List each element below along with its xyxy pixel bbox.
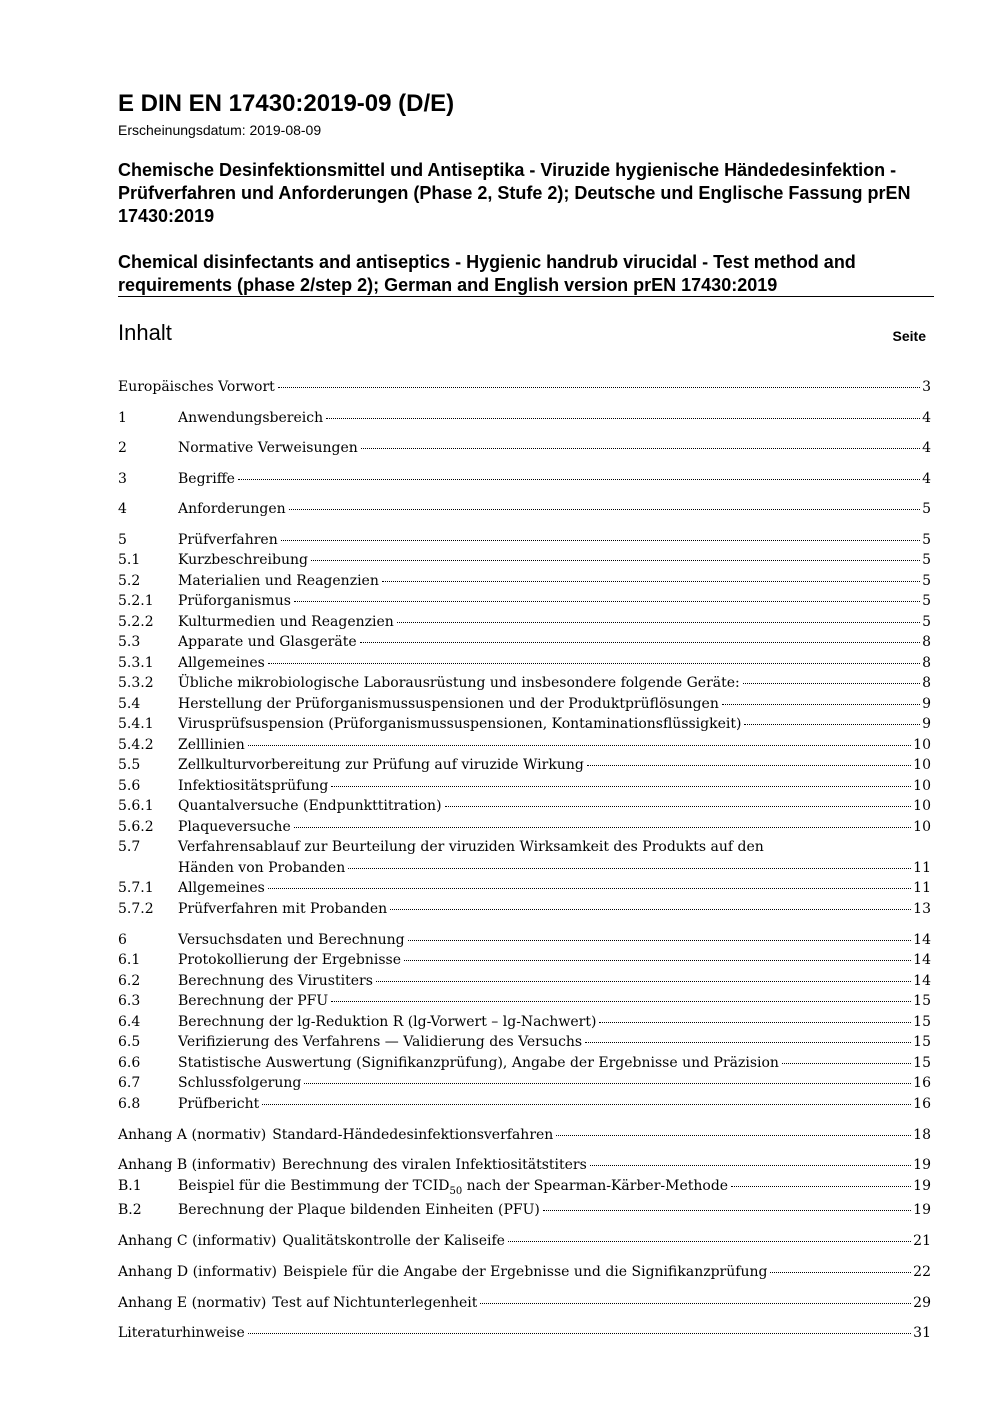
toc-entry[interactable] bbox=[118, 735, 931, 755]
dot-leader bbox=[404, 960, 911, 961]
toc-entry-page: 19 bbox=[913, 1178, 931, 1194]
toc-entry-page: 5 bbox=[922, 614, 931, 630]
dot-leader bbox=[294, 601, 920, 602]
toc-entry-number: 5.7.1 bbox=[118, 880, 154, 896]
toc-entry[interactable] bbox=[118, 1125, 931, 1145]
dot-leader bbox=[390, 909, 911, 910]
toc-entry-page: 9 bbox=[922, 696, 931, 712]
toc-entry-page: 4 bbox=[922, 440, 931, 456]
toc-entry-text: Prüfverfahren bbox=[178, 532, 278, 548]
toc-entry[interactable] bbox=[118, 714, 931, 734]
toc-entry-text: Virusprüfsuspension (Prüforganismussuspensionen, Kontaminationsflüssigkeit) bbox=[178, 716, 742, 732]
toc-entry-page: 5 bbox=[922, 532, 931, 548]
toc-entry-text: Berechnung der Plaque bildenden Einheiten (PFU) bbox=[178, 1202, 540, 1218]
toc-entry[interactable] bbox=[118, 632, 931, 652]
toc-entry-number: 5.2.2 bbox=[118, 614, 154, 630]
toc-entry[interactable] bbox=[118, 673, 931, 693]
toc-entry-number: 5.2 bbox=[118, 573, 141, 589]
toc-entry-text: Berechnung der lg-Reduktion R (lg-Vorwert – lg-Nachwert) bbox=[178, 1014, 597, 1030]
toc-entry[interactable] bbox=[118, 377, 931, 397]
toc-entry-page: 18 bbox=[913, 1127, 931, 1143]
toc-entry-number: 2 bbox=[118, 440, 127, 456]
dot-leader bbox=[543, 1210, 911, 1211]
toc-entry-text: Protokollierung der Ergebnisse bbox=[178, 952, 402, 968]
toc-entry-number: 5.6.2 bbox=[118, 819, 154, 835]
toc-entry-number: 4 bbox=[118, 501, 127, 517]
dot-leader bbox=[360, 642, 920, 643]
toc-entry-page: 9 bbox=[922, 716, 931, 732]
toc-entry[interactable] bbox=[118, 1094, 931, 1114]
dot-leader bbox=[782, 1063, 911, 1064]
toc-entry-page: 4 bbox=[922, 410, 931, 426]
toc-entry-text: Infektiositätsprüfung bbox=[178, 778, 329, 794]
page-column-label: Seite bbox=[892, 328, 926, 344]
toc-entry-text: Allgemeines bbox=[178, 655, 265, 671]
toc-entry-text: Anwendungsbereich bbox=[178, 410, 324, 426]
toc-entry[interactable] bbox=[118, 438, 931, 458]
toc-entry-page: 8 bbox=[922, 655, 931, 671]
toc-entry-page: 8 bbox=[922, 675, 931, 691]
toc-entry-page: 11 bbox=[913, 880, 931, 896]
toc-entry[interactable] bbox=[118, 817, 931, 837]
toc-entry-text: Zelllinien bbox=[178, 737, 245, 753]
document-id: E DIN EN 17430:2019-09 (D/E) bbox=[118, 90, 455, 117]
toc-entry-number: Anhang B (informativ) bbox=[118, 1157, 277, 1173]
dot-leader bbox=[311, 560, 920, 561]
toc-entry-number: B.2 bbox=[118, 1202, 142, 1218]
dot-leader bbox=[408, 940, 912, 941]
toc-entry[interactable] bbox=[118, 571, 931, 591]
toc-entry-page: 10 bbox=[913, 798, 931, 814]
dot-leader bbox=[248, 745, 911, 746]
toc-entry[interactable] bbox=[118, 1073, 931, 1093]
toc-entry[interactable] bbox=[118, 1012, 931, 1032]
dot-leader bbox=[744, 724, 920, 725]
toc-entry-text: Standard-Händedesinfektionsverfahren bbox=[272, 1127, 554, 1143]
toc-entry[interactable] bbox=[118, 408, 931, 428]
toc-entry[interactable] bbox=[118, 1053, 931, 1073]
toc-entry-page: 21 bbox=[913, 1233, 931, 1249]
toc-entry-page: 14 bbox=[913, 973, 931, 989]
toc-entry-text: Test auf Nichtunterlegenheit bbox=[272, 1295, 478, 1311]
toc-entry-number: 3 bbox=[118, 471, 127, 487]
toc-entry-page: 10 bbox=[913, 737, 931, 753]
toc-entry[interactable] bbox=[118, 1293, 931, 1313]
toc-entry-page: 11 bbox=[913, 860, 931, 876]
toc-entry-text: Materialien und Reagenzien bbox=[178, 573, 379, 589]
toc-entry[interactable] bbox=[118, 591, 931, 611]
toc-entry[interactable] bbox=[118, 612, 931, 632]
toc-entry-number: Anhang A (normativ) bbox=[118, 1127, 267, 1143]
toc-entry-number: 5.4 bbox=[118, 696, 141, 712]
toc-entry-page: 16 bbox=[913, 1096, 931, 1112]
toc-entry[interactable] bbox=[118, 550, 931, 570]
dot-leader bbox=[731, 1186, 911, 1187]
subscript: 50 bbox=[449, 1185, 463, 1197]
dot-leader bbox=[278, 387, 920, 388]
toc-entry-text: Prüforganismus bbox=[178, 593, 291, 609]
title-german: Chemische Desinfektionsmittel und Antiseptika - Viruzide hygienische Händedesinfektion - Prüfverfahren und Anforderungen (Phase 2, Stufe 2); Deutsche und Englische Fassung prEN 17430:2019 bbox=[118, 160, 911, 226]
toc-entry[interactable] bbox=[118, 796, 931, 816]
toc-entry[interactable] bbox=[118, 499, 931, 519]
toc-entry-text: Europäisches Vorwort bbox=[118, 379, 275, 395]
toc-entry-page: 8 bbox=[922, 634, 931, 650]
toc-entry-number: 5.4.1 bbox=[118, 716, 154, 732]
toc-entry-page: 15 bbox=[913, 1014, 931, 1030]
toc-entry-number: B.1 bbox=[118, 1178, 142, 1194]
toc-entry-text: Berechnung des viralen Infektiositätstiters bbox=[282, 1157, 587, 1173]
toc-entry[interactable] bbox=[118, 694, 931, 714]
toc-entry[interactable] bbox=[118, 858, 931, 878]
toc-entry-text: Quantalversuche (Endpunkttitration) bbox=[178, 798, 442, 814]
dot-leader bbox=[590, 1165, 911, 1166]
toc-entry-number: 6 bbox=[118, 932, 127, 948]
toc-entry-text: Statistische Auswertung (Signifikanzprüfung), Angabe der Ergebnisse und Präzision bbox=[178, 1055, 779, 1071]
toc-entry-number: 6.1 bbox=[118, 952, 141, 968]
toc-entry-number: 1 bbox=[118, 410, 127, 426]
dot-leader bbox=[326, 418, 920, 419]
toc-heading: Inhalt bbox=[118, 320, 172, 345]
toc-entry[interactable] bbox=[118, 1200, 931, 1220]
toc-entry-text: Beispiele für die Angabe der Ergebnisse und die Signifikanzprüfung bbox=[282, 1264, 768, 1280]
dot-leader bbox=[587, 765, 911, 766]
toc-entry[interactable] bbox=[118, 1323, 931, 1343]
dot-leader bbox=[348, 868, 911, 869]
toc-entry-page: 15 bbox=[913, 1055, 931, 1071]
dot-leader bbox=[281, 540, 920, 541]
toc-entry-page: 10 bbox=[913, 757, 931, 773]
toc-entry-text: Qualitätskontrolle der Kaliseife bbox=[282, 1233, 505, 1249]
dot-leader bbox=[480, 1303, 911, 1304]
toc-entry-text: Prüfverfahren mit Probanden bbox=[178, 901, 388, 917]
toc-entry-number: 5.7.2 bbox=[118, 901, 154, 917]
toc-entry-number: 5.3 bbox=[118, 634, 141, 650]
dot-leader bbox=[294, 827, 911, 828]
dot-leader bbox=[248, 1333, 911, 1334]
toc-entry[interactable] bbox=[118, 1176, 931, 1196]
toc-entry-number: 5.5 bbox=[118, 757, 141, 773]
dot-leader bbox=[382, 581, 920, 582]
toc-entry-page: 3 bbox=[922, 379, 931, 395]
toc-entry-number: 6.3 bbox=[118, 993, 141, 1009]
toc-entry-text: Literaturhinweise bbox=[118, 1325, 245, 1341]
toc-entry-page: 14 bbox=[913, 932, 931, 948]
toc-entry-number: 6.5 bbox=[118, 1034, 141, 1050]
toc-entry-number: Anhang E (normativ) bbox=[118, 1295, 267, 1311]
toc-entry-number: Anhang C (informativ) bbox=[118, 1233, 277, 1249]
toc-entry-number: Anhang D (informativ) bbox=[118, 1264, 277, 1280]
toc-entry-text: Versuchsdaten und Berechnung bbox=[178, 932, 405, 948]
toc-entry[interactable] bbox=[118, 899, 931, 919]
title-english: Chemical disinfectants and antiseptics - Hygienic handrub virucidal - Test method and requirements (phase 2/step 2); German and English version prEN 17430:2019 bbox=[118, 252, 856, 295]
toc-entry[interactable] bbox=[118, 950, 931, 970]
toc-entry-page: 5 bbox=[922, 593, 931, 609]
dot-leader bbox=[376, 981, 911, 982]
toc-entry-text: Plaqueversuche bbox=[178, 819, 291, 835]
dot-leader bbox=[331, 786, 911, 787]
toc-entry[interactable] bbox=[118, 755, 931, 775]
toc-entry-number: 6.6 bbox=[118, 1055, 141, 1071]
toc-entry-text: Prüfbericht bbox=[178, 1096, 260, 1112]
toc-entry-text: Übliche mikrobiologische Laborausrüstung und insbesondere folgende Geräte: bbox=[178, 675, 740, 691]
dot-leader bbox=[361, 448, 920, 449]
toc-entry-number: 5 bbox=[118, 532, 127, 548]
dot-leader bbox=[599, 1022, 911, 1023]
publication-date: Erscheinungsdatum: 2019-08-09 bbox=[118, 122, 322, 138]
dot-leader bbox=[304, 1083, 911, 1084]
toc-entry[interactable] bbox=[118, 469, 931, 489]
dot-leader bbox=[585, 1042, 911, 1043]
toc-entry-text: Verifizierung des Verfahrens — Validierung des Versuchs bbox=[178, 1034, 583, 1050]
toc-entry-page: 15 bbox=[913, 993, 931, 1009]
toc-entry-text: Beispiel für die Bestimmung der $TCID_{50}$ nach der Spearman-Kärber-Methode bbox=[178, 1178, 729, 1197]
dot-leader bbox=[445, 806, 912, 807]
toc-entry-number: 5.4.2 bbox=[118, 737, 154, 753]
toc-entry-text: Schlussfolgerung bbox=[178, 1075, 302, 1091]
toc-entry-text: Anforderungen bbox=[178, 501, 286, 517]
toc-entry-text: Normative Verweisungen bbox=[178, 440, 358, 456]
toc-entry-number: 5.2.1 bbox=[118, 593, 154, 609]
dot-leader bbox=[268, 888, 911, 889]
toc-entry[interactable] bbox=[118, 530, 931, 550]
toc-entry[interactable] bbox=[118, 653, 931, 673]
toc-entry-page: 5 bbox=[922, 573, 931, 589]
dot-leader bbox=[238, 479, 920, 480]
toc-entry-text: Allgemeines bbox=[178, 880, 265, 896]
toc-entry-number: 5.6 bbox=[118, 778, 141, 794]
dot-leader bbox=[397, 622, 920, 623]
toc-entry-number: 6.2 bbox=[118, 973, 141, 989]
toc-entry[interactable] bbox=[118, 991, 931, 1011]
toc-entry-number: 5.6.1 bbox=[118, 798, 154, 814]
toc-entry-number: 5.7 bbox=[118, 839, 141, 855]
toc-entry-number: 6.7 bbox=[118, 1075, 141, 1091]
toc-entry-page: 29 bbox=[913, 1295, 931, 1311]
dot-leader bbox=[331, 1001, 911, 1002]
toc-entry-page: 22 bbox=[913, 1264, 931, 1280]
toc-entry[interactable] bbox=[118, 776, 931, 796]
toc-entry-text: Apparate und Glasgeräte bbox=[178, 634, 357, 650]
toc-entry-page: 31 bbox=[913, 1325, 931, 1341]
toc-entry[interactable] bbox=[118, 1155, 931, 1175]
toc-entry-page: 15 bbox=[913, 1034, 931, 1050]
toc-entry[interactable] bbox=[118, 878, 931, 898]
dot-leader bbox=[262, 1104, 911, 1105]
dot-leader bbox=[268, 663, 920, 664]
toc-entry-page: 19 bbox=[913, 1202, 931, 1218]
toc-entry-number: 6.4 bbox=[118, 1014, 141, 1030]
toc-entry-text: Begriffe bbox=[178, 471, 235, 487]
dot-leader bbox=[508, 1241, 911, 1242]
toc-entry-page: 13 bbox=[913, 901, 931, 917]
toc-entry-page: 10 bbox=[913, 778, 931, 794]
dot-leader bbox=[722, 704, 920, 705]
toc-entry-page: 5 bbox=[922, 501, 931, 517]
toc-entry-number: 5.3.2 bbox=[118, 675, 154, 691]
toc-entry[interactable] bbox=[118, 971, 931, 991]
toc-entry[interactable] bbox=[118, 1231, 931, 1251]
dot-leader bbox=[743, 683, 920, 684]
toc-entry-number: 6.8 bbox=[118, 1096, 141, 1112]
toc-entry[interactable] bbox=[118, 930, 931, 950]
toc-entry-number: 5.3.1 bbox=[118, 655, 154, 671]
toc-entry-page: 16 bbox=[913, 1075, 931, 1091]
toc-entry-text: Berechnung des Virustiters bbox=[178, 973, 373, 989]
toc-entry-text: Kulturmedien und Reagenzien bbox=[178, 614, 394, 630]
toc-entry-page: 5 bbox=[922, 552, 931, 568]
toc-entry-text: Zellkulturvorbereitung zur Prüfung auf viruzide Wirkung bbox=[178, 757, 584, 773]
toc-entry[interactable] bbox=[118, 1032, 931, 1052]
toc-entry[interactable] bbox=[118, 1262, 931, 1282]
toc-entry-text: Berechnung der PFU bbox=[178, 993, 329, 1009]
dot-leader bbox=[556, 1135, 911, 1136]
toc-entry-page: 10 bbox=[913, 819, 931, 835]
dot-leader bbox=[289, 509, 920, 510]
toc-entry-text[interactable]: Verfahrensablauf zur Beurteilung der viruziden Wirksamkeit des Produkts auf den bbox=[178, 839, 764, 855]
toc-entry-page: 14 bbox=[913, 952, 931, 968]
toc-entry-page: 4 bbox=[922, 471, 931, 487]
toc-entry-page: 19 bbox=[913, 1157, 931, 1173]
toc-entry-text: Händen von Probanden bbox=[178, 860, 346, 876]
toc-entry-text: Herstellung der Prüforganismussuspensionen und der Produktprüflösungen bbox=[178, 696, 719, 712]
toc-entry-number: 5.1 bbox=[118, 552, 141, 568]
dot-leader bbox=[770, 1272, 911, 1273]
toc-entry-text: Kurzbeschreibung bbox=[178, 552, 308, 568]
